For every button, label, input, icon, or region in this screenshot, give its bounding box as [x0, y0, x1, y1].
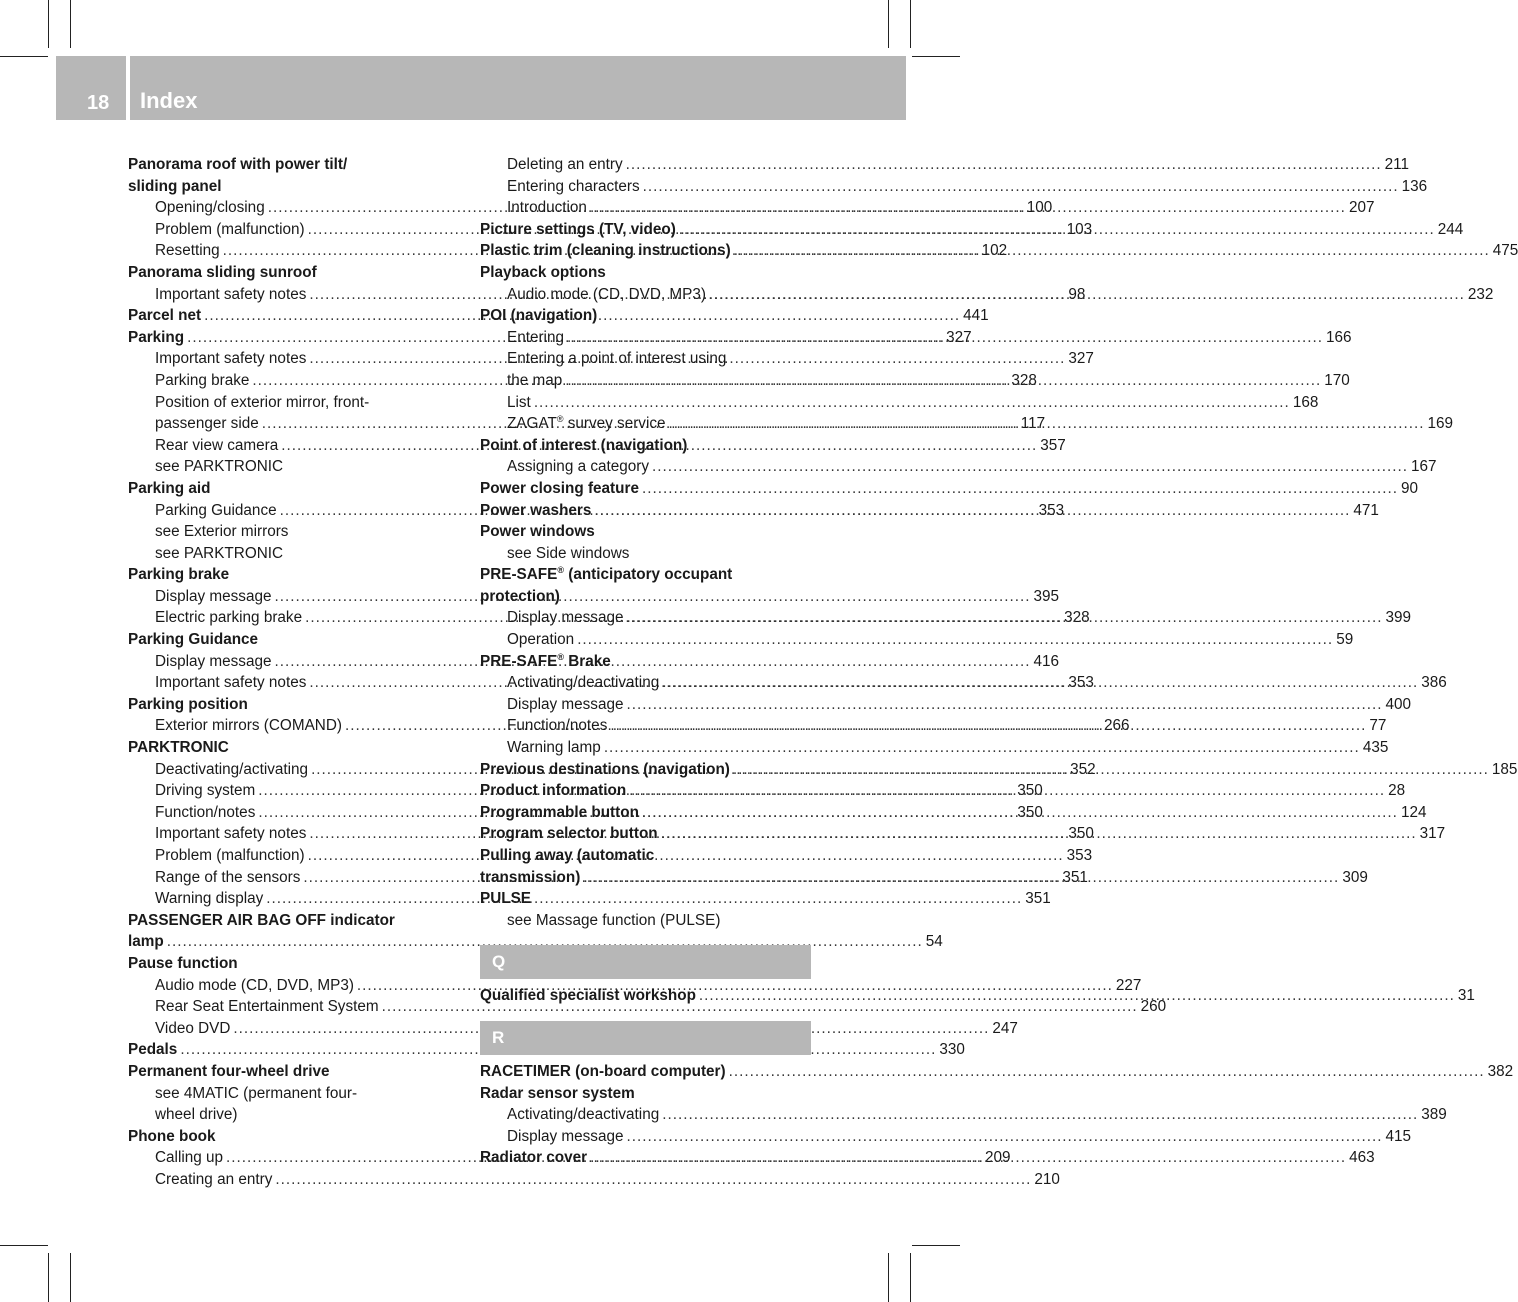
- dot-leader: [729, 1061, 1485, 1083]
- index-entry: [128, 931, 943, 953]
- page-reference: 351: [1062, 868, 1088, 886]
- entry-label: Activating/deactivating: [507, 1106, 660, 1124]
- index-heading: PRE-SAFE® Brake: [480, 651, 611, 670]
- entry-label: Audio mode (CD, DVD, MP3): [507, 285, 706, 303]
- index-subentry-text: see 4MATIC (permanent four-: [155, 1084, 358, 1102]
- dot-leader: [577, 629, 1333, 651]
- entry-label: Function/notes: [155, 803, 256, 821]
- page-reference: 98: [1068, 285, 1086, 303]
- entry-label: passenger side: [155, 415, 259, 433]
- crop-mark: [0, 1245, 48, 1246]
- dot-leader: [652, 456, 1408, 478]
- entry-label: Important safety notes: [155, 285, 307, 303]
- entry-label: Range of the sensors: [155, 868, 301, 886]
- index-subentry-text: see PARKTRONIC: [155, 458, 284, 476]
- entry-label: Display message: [155, 587, 272, 605]
- entry-label: Deleting an entry: [507, 156, 623, 173]
- entry-label: Driving system: [155, 782, 256, 800]
- entry-label: Radiator cover: [480, 1149, 588, 1167]
- entry-label: Parking brake: [155, 371, 250, 389]
- index-heading: Permanent four-wheel drive: [128, 1062, 330, 1080]
- dot-leader: [626, 1126, 1382, 1148]
- crop-mark: [48, 0, 49, 48]
- page-reference: 353: [1038, 501, 1065, 519]
- page-reference: 353: [1068, 674, 1094, 692]
- page-reference: 357: [1040, 436, 1066, 454]
- index-entry: [128, 1039, 965, 1061]
- index-heading: protection): [480, 587, 560, 605]
- dot-leader: [610, 715, 1366, 737]
- page-reference: 330: [939, 1041, 965, 1059]
- page-reference: 328: [1011, 371, 1037, 389]
- index-heading: Phone book: [128, 1127, 216, 1145]
- page-reference: 351: [1025, 890, 1051, 908]
- page-reference: 124: [1400, 803, 1427, 821]
- entry-label: Product information: [480, 782, 627, 800]
- index-heading: PULSE: [480, 890, 531, 908]
- dot-leader: [662, 1104, 1418, 1126]
- crop-mark: [48, 1253, 49, 1302]
- index-subentry-text: see Exterior mirrors: [155, 523, 289, 541]
- page-reference: 386: [1421, 674, 1447, 692]
- index-heading: POI (navigation): [480, 307, 598, 325]
- entry-label: Warning lamp: [507, 739, 601, 757]
- page-reference: 185: [1491, 760, 1518, 778]
- page-reference: 100: [1026, 199, 1053, 217]
- page-reference: 435: [1362, 739, 1389, 757]
- entry-label: Important safety notes: [155, 825, 307, 843]
- entry-label: Deactivating/activating: [155, 760, 309, 778]
- index-subentry-text: Entering a point of interest using: [507, 350, 727, 368]
- page-title: Index: [140, 88, 198, 113]
- entry-label: Problem (malfunction): [155, 220, 305, 238]
- page-reference: 54: [925, 933, 943, 951]
- entry-label: the map: [507, 371, 563, 389]
- entry-label: Display message: [507, 1127, 624, 1145]
- dot-leader: [629, 780, 1385, 802]
- entry-label: Qualified specialist workshop: [480, 987, 696, 1005]
- page-reference: 207: [1348, 199, 1375, 217]
- crop-mark: [912, 56, 960, 57]
- index-subentry: [480, 154, 1410, 176]
- index-subentry: [480, 456, 1437, 478]
- index-heading: Point of interest (navigation): [480, 436, 688, 454]
- index-subentry: [128, 1169, 1060, 1191]
- index-subentry: [128, 1018, 1018, 1040]
- index-heading: Radar sensor system: [480, 1084, 635, 1102]
- entry-label: Assigning a category: [507, 458, 650, 476]
- dot-leader: [275, 1169, 1031, 1191]
- page-reference: 382: [1487, 1062, 1514, 1080]
- entry-label: Plastic trim (cleaning instructions): [480, 242, 731, 260]
- page-reference: 170: [1324, 371, 1350, 389]
- entry-label: Calling up: [155, 1149, 224, 1167]
- dot-leader: [709, 284, 1465, 306]
- entry-label: Entering: [507, 328, 564, 346]
- entry-label: lamp: [128, 933, 164, 951]
- page-reference: 309: [1342, 868, 1368, 886]
- page-reference: 102: [981, 242, 1008, 260]
- page-reference: 400: [1385, 695, 1412, 713]
- page-reference: 416: [1033, 652, 1060, 670]
- page-reference: 210: [1034, 1170, 1060, 1188]
- entry-label: Function/notes: [507, 717, 608, 735]
- entry-label: Activating/deactivating: [507, 674, 660, 692]
- page-reference: 168: [1292, 393, 1319, 411]
- dot-leader: [733, 759, 1489, 781]
- crop-mark: [888, 1253, 889, 1302]
- page-reference: 350: [1017, 782, 1043, 800]
- dot-leader: [642, 802, 1398, 824]
- entry-label: ZAGAT® survey service: [507, 414, 666, 433]
- index-subentry: [480, 1126, 1412, 1148]
- entry-label: Warning display: [155, 890, 264, 908]
- entry-label: Entering characters: [507, 177, 640, 195]
- page-reference: 103: [1066, 220, 1093, 238]
- page-reference: 389: [1421, 1106, 1447, 1124]
- page-reference: 31: [1457, 987, 1475, 1005]
- page-reference: 353: [1066, 847, 1093, 864]
- index-subentry-text: wheel drive): [155, 1106, 238, 1124]
- page-reference: 166: [1325, 328, 1352, 346]
- index-subentry: [480, 629, 1354, 651]
- page-reference: 28: [1388, 782, 1406, 800]
- index-subentry: [480, 737, 1389, 759]
- page-reference: 77: [1369, 717, 1387, 735]
- page-reference: 352: [1070, 760, 1096, 778]
- crop-mark: [910, 0, 911, 48]
- entry-label: Parcel net: [128, 307, 202, 325]
- index-heading: Pause function: [128, 954, 238, 972]
- entry-label: Pedals: [128, 1041, 178, 1059]
- dot-leader: [590, 197, 1346, 219]
- section-letter: Q: [480, 945, 811, 979]
- entry-label: Picture settings (TV, video): [480, 220, 676, 238]
- page-reference: 244: [1437, 220, 1464, 238]
- page-reference: 317: [1419, 825, 1446, 843]
- dot-leader: [534, 392, 1290, 414]
- index-subentry-text: see Massage function (PULSE): [507, 911, 721, 929]
- entry-label: List: [507, 393, 531, 411]
- index-heading: PASSENGER AIR BAG OFF indicator: [128, 911, 395, 929]
- dot-leader: [734, 240, 1490, 262]
- page-reference: 59: [1336, 631, 1354, 649]
- page-reference: 227: [1115, 976, 1142, 994]
- page-reference: 266: [1103, 717, 1130, 735]
- index-subentry-text: Position of exterior mirror, front-: [155, 393, 370, 411]
- index-heading: Parking Guidance: [128, 631, 259, 649]
- crop-mark: [0, 56, 48, 57]
- index-heading: Panorama sliding sunroof: [128, 263, 317, 281]
- index-subentry-text: see PARKTRONIC: [155, 544, 284, 562]
- page-number: 18: [87, 92, 110, 114]
- page-reference: 350: [1017, 803, 1043, 821]
- entry-label: Important safety notes: [155, 350, 307, 368]
- dot-leader: [643, 176, 1399, 198]
- entry-label: Electric parking brake: [155, 609, 303, 627]
- entry-label: Exterior mirrors (COMAND): [155, 717, 342, 735]
- index-heading: PRE-SAFE® (anticipatory occupant: [480, 565, 733, 584]
- entry-label: Display message: [507, 609, 624, 627]
- section-letter: R: [480, 1021, 811, 1055]
- entry-label: Opening/closing: [155, 199, 265, 217]
- dot-leader: [626, 694, 1382, 716]
- entry-label: Important safety notes: [155, 674, 307, 692]
- entry-label: Display message: [155, 652, 272, 670]
- entry-label: Video DVD: [155, 1019, 231, 1037]
- dot-leader: [604, 737, 1360, 759]
- entry-label: Power closing feature: [480, 479, 639, 497]
- dot-leader: [567, 327, 1323, 349]
- crop-mark: [910, 1253, 911, 1302]
- entry-label: Parking: [128, 328, 185, 346]
- page-reference: 260: [1140, 998, 1167, 1016]
- page-reference: 169: [1427, 415, 1454, 433]
- page-reference: 211: [1384, 156, 1410, 173]
- index-subentry: [480, 392, 1319, 414]
- page-reference: 399: [1385, 609, 1412, 627]
- crop-mark: [70, 1253, 71, 1302]
- entry-label: transmission): [480, 868, 581, 886]
- page-reference: 232: [1467, 285, 1494, 303]
- entry-label: Display message: [507, 695, 624, 713]
- dot-leader: [626, 607, 1382, 629]
- page-reference: 209: [985, 1149, 1011, 1167]
- dot-leader: [669, 413, 1425, 435]
- dot-leader: [642, 478, 1398, 500]
- dot-leader: [661, 823, 1417, 845]
- index-entry: [480, 478, 1418, 500]
- dot-leader: [583, 867, 1339, 889]
- crop-mark: [888, 0, 889, 48]
- entry-label: Resetting: [155, 242, 220, 260]
- entry-label: Rear view camera: [155, 436, 279, 454]
- header-divider: [126, 56, 130, 120]
- index-heading: Pulling away (automatic: [480, 847, 655, 864]
- entry-label: Program selector button: [480, 825, 658, 843]
- dot-leader: [679, 219, 1435, 241]
- page-reference: 415: [1385, 1127, 1412, 1145]
- page-reference: 136: [1401, 177, 1428, 195]
- entry-label: Parking Guidance: [155, 501, 277, 519]
- page-reference: 117: [1020, 415, 1046, 433]
- page-reference: 471: [1353, 501, 1379, 519]
- index-subentry: [480, 1104, 1447, 1126]
- dot-leader: [626, 154, 1382, 176]
- page-reference: 395: [1033, 587, 1060, 605]
- entry-label: Problem (malfunction): [155, 847, 305, 864]
- index-subentry: [480, 694, 1412, 716]
- index-subentry: [480, 176, 1428, 198]
- index-heading: Parking brake: [128, 566, 230, 584]
- entry-label: Previous destinations (navigation): [480, 760, 730, 778]
- dot-leader: [594, 500, 1350, 522]
- crop-mark: [70, 0, 71, 48]
- entry-label: Programmable button: [480, 803, 639, 821]
- entry-label: Creating an entry: [155, 1170, 273, 1188]
- entry-label: RACETIMER (on-board computer): [480, 1062, 726, 1080]
- index-heading: sliding panel: [128, 177, 222, 195]
- page-reference: 475: [1492, 242, 1518, 260]
- page-reference: 90: [1400, 479, 1418, 497]
- entry-label: Introduction: [507, 199, 587, 217]
- index-heading: Playback options: [480, 263, 606, 281]
- page-reference: 247: [992, 1019, 1018, 1037]
- page-reference: 167: [1411, 458, 1437, 476]
- dot-leader: [699, 985, 1455, 1007]
- entry-label: Rear Seat Entertainment System: [155, 998, 379, 1016]
- crop-mark: [912, 1245, 960, 1246]
- page-reference: 463: [1349, 1149, 1375, 1167]
- page-reference: 327: [1068, 350, 1094, 368]
- index-heading: PARKTRONIC: [128, 739, 229, 757]
- entry-label: Operation: [507, 631, 575, 649]
- index-heading: Panorama roof with power tilt/: [128, 156, 348, 173]
- page-reference: 327: [946, 328, 972, 346]
- entry-label: Audio mode (CD, DVD, MP3): [155, 976, 354, 994]
- page-reference: 350: [1068, 825, 1094, 843]
- index-heading: Parking aid: [128, 479, 211, 497]
- index-heading: Parking position: [128, 695, 248, 713]
- dot-leader: [662, 672, 1418, 694]
- page-reference: 328: [1064, 609, 1090, 627]
- index-subentry-text: see Side windows: [507, 544, 630, 562]
- index-heading: Power windows: [480, 523, 595, 541]
- dot-leader: [590, 1147, 1346, 1169]
- index-entry: [480, 1061, 1514, 1083]
- entry-label: Power washers: [480, 501, 592, 519]
- page-reference: 441: [963, 307, 989, 325]
- dot-leader: [565, 370, 1321, 392]
